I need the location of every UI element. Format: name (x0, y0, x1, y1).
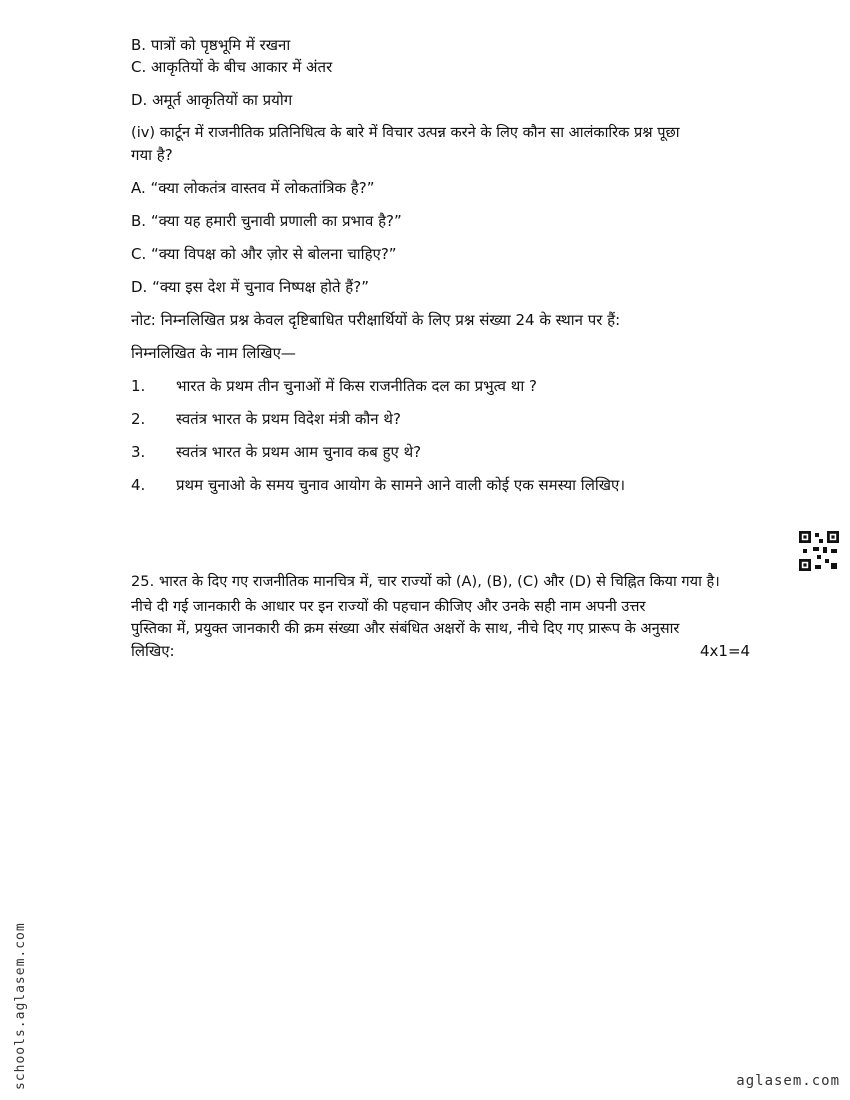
iv-option-d: D. “क्या इस देश में चुनाव निष्पक्ष होते हैं?” (131, 278, 369, 296)
instruction-text: निम्नलिखित के नाम लिखिए— (131, 344, 296, 362)
side-watermark: schools.aglasem.com (13, 922, 28, 1090)
question-iv-line1: (iv) कार्टून में राजनीतिक प्रतिनिधित्व के बारे में विचार उत्पन्न करने के लिए कौन सा आलंकारिक प्रश्न पूछा (131, 124, 680, 141)
option-d-prev: D. अमूर्त आकृतियों का प्रयोग (131, 91, 293, 109)
vi-question-2-text: स्वतंत्र भारत के प्रथम विदेश मंत्री कौन थे? (176, 410, 401, 428)
iv-option-b: B. “क्या यह हमारी चुनावी प्रणाली का प्रभाव है?” (131, 212, 402, 230)
vi-question-2-number: 2. (131, 410, 146, 428)
option-c-prev: C. आकृतियों के बीच आकार में अंतर (131, 58, 333, 76)
option-b-prev: B. पात्रों को पृष्ठभूमि में रखना (131, 36, 291, 54)
qr-code-icon (799, 531, 839, 571)
note-text: नोट: निम्नलिखित प्रश्न केवल दृष्टिबाधित परीक्षार्थियों के लिए प्रश्न संख्या 24 के स्थान पर हैं: (131, 311, 621, 329)
vi-question-1-text: भारत के प्रथम तीन चुनाओं में किस राजनीतिक दल का प्रभुत्व था ? (176, 377, 537, 395)
iv-option-c: C. “क्या विपक्ष को और ज़ोर से बोलना चाहिए?” (131, 245, 397, 263)
vi-question-3-text: स्वतंत्र भारत के प्रथम आम चुनाव कब हुए थे? (176, 443, 422, 461)
q25-line3: पुस्तिका में, प्रयुक्त जानकारी की क्रम संख्या और संबंधित अक्षरों के साथ, नीचे दिए गए प्रारूप के अनुसार (131, 620, 680, 637)
q25-line1: 25. भारत के दिए गए राजनीतिक मानचित्र में, चार राज्यों को (A), (B), (C) और (D) से चिह्नित किया गया है। (131, 573, 720, 590)
q25-marks: 4x1=4 (700, 642, 751, 660)
q25-line4: लिखिए: (131, 642, 175, 660)
vi-question-1-number: 1. (131, 377, 146, 395)
question-iv-line2: गया है? (131, 146, 173, 164)
q25-line2: नीचे दी गई जानकारी के आधार पर इन राज्यों की पहचान कीजिए और उनके सही नाम अपनी उत्तर (131, 598, 646, 615)
vi-question-4-number: 4. (131, 476, 146, 494)
vi-question-4-text: प्रथम चुनाओ के समय चुनाव आयोग के सामने आने वाली कोई एक समस्या लिखिए। (176, 476, 626, 494)
footer-watermark: aglasem.com (736, 1073, 840, 1089)
vi-question-3-number: 3. (131, 443, 146, 461)
iv-option-a: A. “क्या लोकतंत्र वास्तव में लोकतांत्रिक है?” (131, 179, 375, 197)
